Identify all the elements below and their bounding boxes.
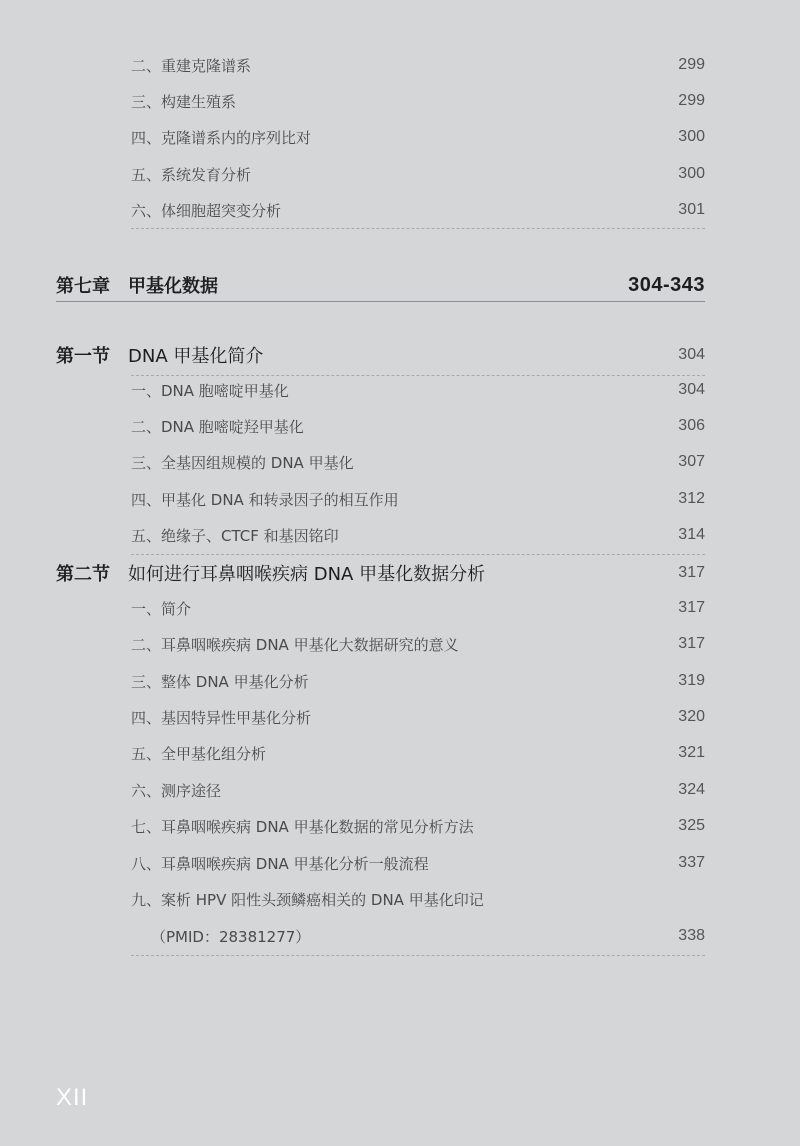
dashed-divider <box>131 228 705 229</box>
entry-label: 五、绝缘子、CTCF 和基因铭印 <box>131 526 339 545</box>
entry-label: 五、系统发育分析 <box>131 165 252 184</box>
entry-page: 325 <box>678 817 705 834</box>
entry-label: 六、体细胞超突变分析 <box>131 201 282 220</box>
entry-label: （PMID：28381277） <box>151 927 311 946</box>
toc-entry[interactable] <box>131 197 705 223</box>
chapter-title: 甲基化数据 <box>128 276 218 297</box>
chapter-number: 第七章 <box>56 276 110 297</box>
entry-label: 四、甲基化 DNA 和转录因子的相互作用 <box>131 490 399 509</box>
entry-page: 300 <box>678 128 705 145</box>
entry-label: 三、整体 DNA 甲基化分析 <box>131 672 309 691</box>
entry-label: 一、DNA 胞嘧啶甲基化 <box>131 381 289 400</box>
entry-page: 300 <box>678 165 705 182</box>
chapter-pages: 304-343 <box>628 273 705 296</box>
toc-entry[interactable] <box>131 413 705 439</box>
entry-page: 301 <box>678 201 705 218</box>
entry-page: 314 <box>678 526 705 543</box>
entry-page: 324 <box>678 781 705 798</box>
toc-entry[interactable] <box>131 740 705 766</box>
entry-label: 七、耳鼻咽喉疾病 DNA 甲基化数据的常见分析方法 <box>131 817 474 836</box>
entry-label: 六、测序途径 <box>131 781 222 800</box>
section-page: 317 <box>678 564 705 581</box>
toc-entry[interactable] <box>131 377 705 403</box>
toc-entry[interactable] <box>131 88 705 114</box>
toc-entry[interactable] <box>131 522 705 548</box>
entry-label: 二、DNA 胞嘧啶羟甲基化 <box>131 417 304 436</box>
entry-page: 317 <box>678 599 705 616</box>
entry-page: 321 <box>678 744 705 761</box>
entry-page: 337 <box>678 854 705 871</box>
entry-label: 四、基因特异性甲基化分析 <box>131 708 312 727</box>
dashed-divider <box>131 554 705 555</box>
toc-entry[interactable] <box>131 813 705 839</box>
toc-entry[interactable] <box>131 668 705 694</box>
toc-entry[interactable] <box>131 595 705 621</box>
entry-label: 八、耳鼻咽喉疾病 DNA 甲基化分析一般流程 <box>131 854 429 873</box>
entry-label: 四、克隆谱系内的序列比对 <box>131 128 312 147</box>
entry-page: 338 <box>678 927 705 944</box>
toc-entry[interactable] <box>131 886 705 912</box>
toc-entry[interactable] <box>131 161 705 187</box>
entry-page: 299 <box>678 92 705 109</box>
entry-page: 312 <box>678 490 705 507</box>
section-page: 304 <box>678 346 705 363</box>
entry-page: 304 <box>678 381 705 398</box>
entry-label: 二、重建克隆谱系 <box>131 56 252 75</box>
section-number: 第一节 <box>56 346 110 367</box>
toc-entry[interactable] <box>131 850 705 876</box>
toc-entry[interactable] <box>131 52 705 78</box>
toc-entry[interactable] <box>131 449 705 475</box>
section-title: 如何进行耳鼻咽喉疾病 DNA 甲基化数据分析 <box>128 564 486 585</box>
entry-label: 三、构建生殖系 <box>131 92 237 111</box>
toc-entry[interactable] <box>131 704 705 730</box>
section-heading[interactable] <box>56 340 705 370</box>
entry-page: 307 <box>678 453 705 470</box>
entry-label: 三、全基因组规模的 DNA 甲基化 <box>131 453 354 472</box>
entry-page: 320 <box>678 708 705 725</box>
entry-page: 317 <box>678 635 705 652</box>
section-title: DNA 甲基化简介 <box>128 346 264 367</box>
entry-page: 306 <box>678 417 705 434</box>
toc-entry[interactable] <box>131 777 705 803</box>
entry-label: 九、案析 HPV 阳性头颈鳞癌相关的 DNA 甲基化印记 <box>131 890 484 909</box>
section-number: 第二节 <box>56 564 110 585</box>
toc-entry[interactable] <box>131 631 705 657</box>
toc-entry[interactable] <box>151 923 705 949</box>
page-number: XII <box>56 1084 89 1111</box>
entry-label: 五、全甲基化组分析 <box>131 744 267 763</box>
toc-entry[interactable] <box>131 486 705 512</box>
entry-page: 319 <box>678 672 705 689</box>
dashed-divider <box>131 955 705 956</box>
chapter-rule <box>56 301 705 302</box>
entry-label: 二、耳鼻咽喉疾病 DNA 甲基化大数据研究的意义 <box>131 635 459 654</box>
entry-label: 一、简介 <box>131 599 192 618</box>
dashed-divider <box>131 375 705 376</box>
chapter-heading[interactable] <box>56 270 705 300</box>
section-heading[interactable] <box>56 558 705 588</box>
toc-entry[interactable] <box>131 124 705 150</box>
entry-page: 299 <box>678 56 705 73</box>
